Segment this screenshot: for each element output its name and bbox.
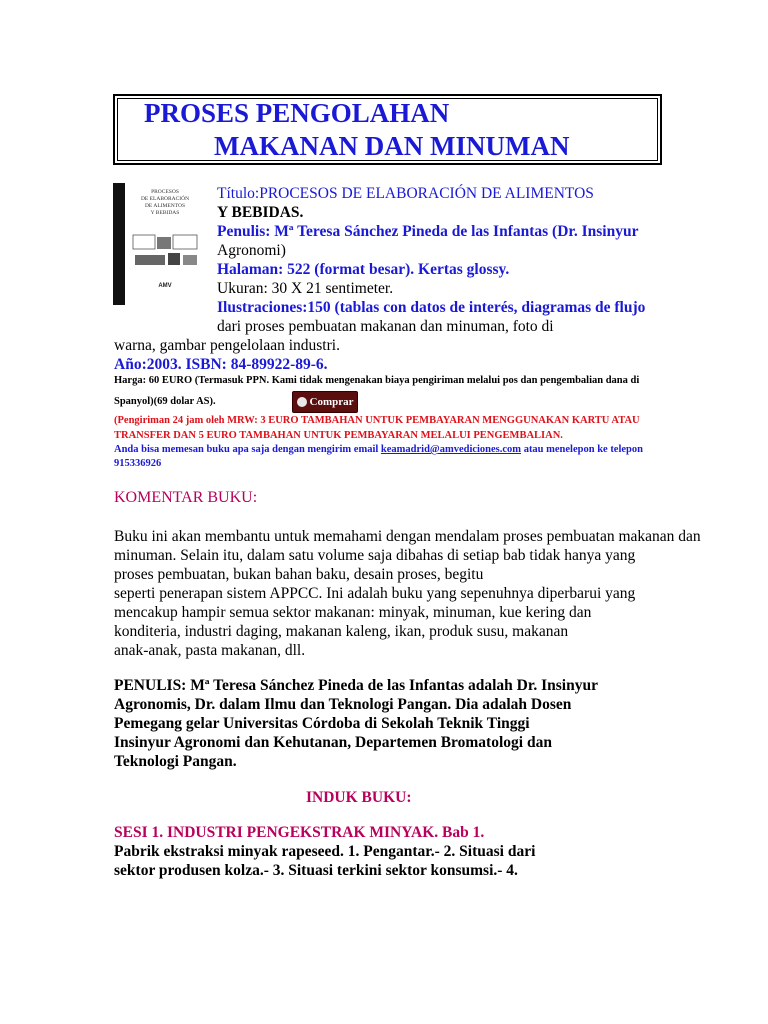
book-ukuran: Ukuran: 30 X 21 sentimeter. — [217, 280, 394, 297]
cover-title-4: Y BEBIDAS — [150, 210, 180, 216]
book-halaman: Halaman: 522 (format besar). Kertas glossy. — [217, 261, 510, 278]
shipping-line2: TRANSFER DAN 5 EURO TAMBAHAN UNTUK PEMBAYARAN MELALUI PENGEMBALIAN. — [114, 430, 563, 441]
sesi1-line-2: sektor produsen kolza.- 3. Situasi terkini sektor konsumsi.- 4. — [114, 862, 518, 879]
book-ilustraciones-line3: warna, gambar pengelolaan industri. — [114, 337, 340, 354]
buy-button[interactable] — [292, 391, 358, 413]
induk-heading: INDUK BUKU: — [306, 789, 412, 806]
order-email-link[interactable]: keamadrid@amvediciones.com — [380, 444, 522, 455]
book-ano-isbn: Año:2003. ISBN: 84-89922-89-6. — [114, 356, 328, 373]
komentar-heading: KOMENTAR BUKU: — [114, 489, 258, 506]
page-title-line1: PROSES PENGOLAHAN — [144, 98, 450, 128]
cover-publisher: AMV — [158, 283, 172, 289]
book-harga-line1: Harga: 60 EURO (Termasuk PPN. Kami tidak mengenakan biaya pengiriman melalui pos dan pengembalian dana di — [114, 375, 640, 386]
cover-figure-5 — [168, 253, 180, 265]
cover-title-2: DE ELABORACIÓN — [140, 196, 190, 202]
cover-title-1: PROCESOS — [151, 189, 179, 195]
penulis-bio-line-2: Agronomis, Dr. dalam Ilmu dan Teknologi Pangan. Dia adalah Dosen — [114, 696, 572, 713]
cover-figure-4 — [135, 255, 165, 265]
page-title-line2: MAKANAN DAN MINUMAN — [214, 131, 570, 161]
penulis-bio-line-3: Pemegang gelar Universitas Córdoba di Sekolah Teknik Tinggi — [114, 715, 530, 732]
cover-figure-2 — [157, 237, 171, 249]
penulis-bio-line-1: PENULIS: Mª Teresa Sánchez Pineda de las Infantas adalah Dr. Insinyur — [114, 677, 598, 694]
book-penulis-line2: Agronomi) — [217, 242, 286, 259]
book-ilustraciones-line1: Ilustraciones:150 (tablas con datos de interés, diagramas de flujo — [217, 299, 646, 316]
book-ilustraciones-line2: dari proses pembuatan makanan dan minuman, foto di — [217, 318, 554, 335]
cover-title-3: DE ALIMENTOS — [144, 203, 186, 209]
book-penulis-line1: Penulis: Mª Teresa Sánchez Pineda de las Infantas (Dr. Insinyur — [217, 223, 639, 240]
order-prefix: Anda bisa memesan buku apa saja dengan mengirim email — [114, 444, 381, 455]
cover-figure-1 — [133, 235, 155, 249]
komentar-line-5: mencakup hampir semua sektor makanan: minyak, minuman, kue kering dan — [114, 604, 592, 621]
cover-figure-3 — [173, 235, 197, 249]
komentar-line-6: konditeria, industri daging, makanan kaleng, ikan, produk susu, makanan — [114, 623, 569, 640]
book-cover-image — [113, 183, 207, 305]
komentar-line-7: anak-anak, pasta makanan, dll. — [114, 642, 306, 659]
komentar-line-1: Buku ini akan membantu untuk memahami dengan mendalam proses pembuatan makanan dan — [114, 528, 701, 545]
book-titulo-line2: Y BEBIDAS. — [217, 204, 304, 221]
sesi1-line-1: Pabrik ekstraksi minyak rapeseed. 1. Pengantar.- 2. Situasi dari — [114, 843, 536, 860]
cover-figure-6 — [183, 255, 197, 265]
komentar-line-3: proses pembuatan, bukan bahan baku, desain proses, begitu — [114, 566, 484, 583]
sesi1-heading: SESI 1. INDUSTRI PENGEKSTRAK MINYAK. Bab 1. — [114, 824, 485, 841]
buy-icon — [297, 397, 307, 407]
komentar-line-2: minuman. Selain itu, dalam satu volume saja dibahas di setiap bab tidak hanya yang — [114, 547, 636, 564]
cover-art — [113, 183, 207, 305]
book-titulo-line1: Título:PROCESOS DE ELABORACIÓN DE ALIMENTOS — [217, 185, 594, 202]
shipping-line1: (Pengiriman 24 jam oleh MRW: 3 EURO TAMBAHAN UNTUK PEMBAYARAN MENGGUNAKAN KARTU ATAU — [114, 415, 640, 426]
book-harga-line2: Spanyol)(69 dolar AS). — [114, 396, 216, 407]
order-phone: 915336926 — [114, 458, 162, 469]
penulis-bio-line-4: Insinyur Agronomi dan Kehutanan, Departemen Bromatologi dan — [114, 734, 552, 751]
komentar-line-4: seperti penerapan sistem APPCC. Ini adalah buku yang sepenuhnya diperbarui yang — [114, 585, 636, 602]
buy-button-label: Comprar — [309, 396, 354, 408]
order-line — [114, 444, 643, 455]
order-suffix: atau menelepon ke telepon — [521, 444, 643, 455]
penulis-bio-line-5: Teknologi Pangan. — [114, 753, 237, 770]
